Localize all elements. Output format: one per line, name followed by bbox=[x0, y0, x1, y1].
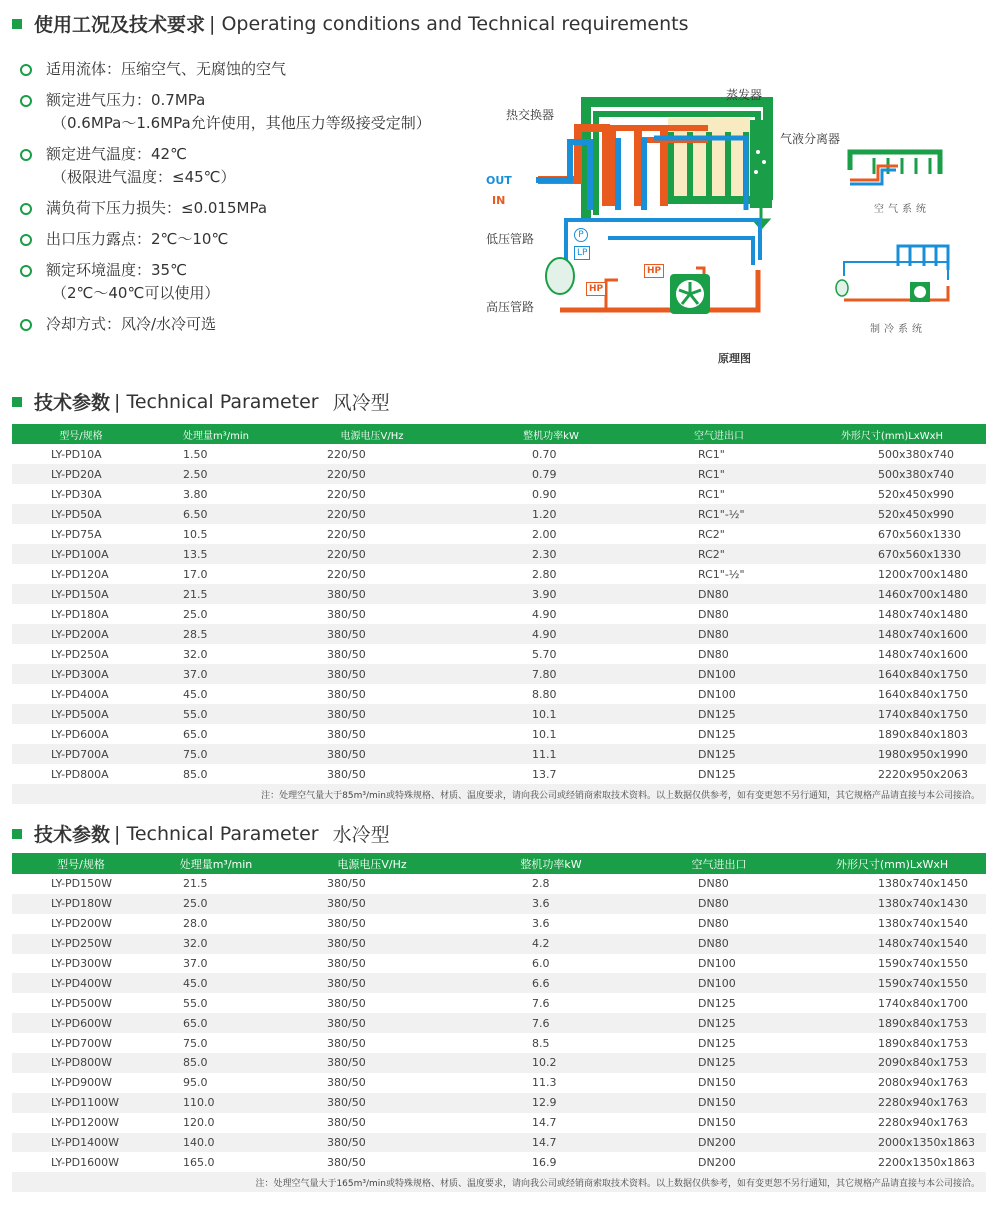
circle-bullet-icon bbox=[20, 203, 32, 215]
table-cell: 220/50 bbox=[282, 504, 462, 524]
table-cell: DN80 bbox=[698, 917, 729, 931]
table-cell: 85.0 bbox=[150, 1053, 282, 1073]
table-cell: 5.70 bbox=[532, 647, 557, 661]
section-square-icon bbox=[12, 829, 22, 839]
table-cell: LY-PD150W bbox=[51, 877, 113, 891]
table-cell: LY-PD75A bbox=[51, 527, 102, 541]
condition-item bbox=[20, 228, 431, 251]
table-row bbox=[12, 504, 986, 524]
table-cell: 25.0 bbox=[150, 894, 282, 914]
diagram-caption: 原理图 bbox=[718, 352, 751, 365]
lp-badge: LP bbox=[574, 246, 590, 260]
table-cell: 2280x940x1763 bbox=[798, 1093, 986, 1113]
table-cell: LY-PD900W bbox=[51, 1076, 113, 1090]
table-cell: 2090x840x1753 bbox=[798, 1053, 986, 1073]
table-row bbox=[12, 604, 986, 624]
table-cell: 0.90 bbox=[532, 487, 557, 501]
table-cell: 520x450x990 bbox=[878, 487, 955, 501]
table-cell: 380/50 bbox=[327, 767, 366, 781]
column-header: 外形尺寸(mm)LxWxH bbox=[798, 424, 986, 444]
table-cell: LY-PD10A bbox=[51, 447, 102, 461]
table-cell: LY-PD1200W bbox=[51, 1116, 120, 1130]
out-label: OUT bbox=[486, 174, 512, 187]
table-cell: 1590x740x1550 bbox=[878, 957, 969, 970]
table-cell: 45.0 bbox=[183, 687, 208, 701]
table-cell: 220/50 bbox=[327, 487, 366, 501]
table-cell: RC1"-½" bbox=[698, 567, 745, 581]
high-pressure-label: 高压管路 bbox=[486, 300, 535, 314]
table-cell: 4.90 bbox=[462, 624, 640, 644]
table-cell: 3.90 bbox=[462, 584, 640, 604]
table-row bbox=[12, 914, 986, 934]
circle-bullet-icon bbox=[20, 149, 32, 161]
table-cell: 85.0 bbox=[183, 767, 208, 781]
condition-text: 额定进气温度：42℃ bbox=[46, 145, 187, 163]
table-row bbox=[12, 444, 986, 464]
table-row bbox=[12, 744, 986, 764]
table-cell: LY-PD500W bbox=[51, 996, 113, 1010]
table-cell: LY-PD150A bbox=[12, 584, 150, 604]
water-cooled-title-en: | Technical Parameter bbox=[114, 822, 319, 845]
table-row bbox=[12, 973, 986, 993]
table-row bbox=[12, 934, 986, 954]
table-cell: LY-PD200A bbox=[12, 624, 150, 644]
table-cell: 500x380x740 bbox=[878, 447, 955, 461]
table-row bbox=[12, 1133, 986, 1153]
table-cell: LY-PD30A bbox=[51, 487, 102, 501]
table-cell: 10.1 bbox=[462, 704, 640, 724]
section-square-icon bbox=[12, 397, 22, 407]
table-cell: DN100 bbox=[640, 973, 798, 993]
condition-text: 额定进气压力：0.7MPa bbox=[46, 91, 206, 109]
table-row bbox=[12, 544, 986, 564]
water-cooled-title bbox=[12, 820, 390, 847]
table-cell: LY-PD600W bbox=[12, 1013, 150, 1033]
table-cell: DN125 bbox=[698, 996, 736, 1010]
table-cell: LY-PD800A bbox=[51, 767, 109, 781]
table-cell: 1380x740x1540 bbox=[878, 917, 969, 931]
table-cell: 220/50 bbox=[327, 527, 366, 541]
table-cell: DN80 bbox=[698, 877, 729, 891]
table-cell: DN80 bbox=[698, 607, 729, 621]
table-cell: LY-PD400A bbox=[51, 687, 109, 701]
table-cell: 45.0 bbox=[150, 973, 282, 993]
table-cell: 65.0 bbox=[183, 727, 208, 741]
condition-text: 冷却方式：风冷/水冷可选 bbox=[46, 315, 217, 333]
table-cell: 1740x840x1750 bbox=[798, 704, 986, 724]
table-cell: LY-PD100A bbox=[12, 544, 150, 564]
table-row bbox=[12, 524, 986, 544]
water-cooled-title-zh: 技术参数 bbox=[34, 824, 111, 846]
table-cell: 1480x740x1480 bbox=[878, 607, 969, 621]
column-header: 电源电压V/Hz bbox=[282, 424, 462, 444]
table-cell: 6.0 bbox=[532, 957, 550, 970]
column-header: 整机功率kW bbox=[462, 853, 640, 874]
table-cell: 2.80 bbox=[532, 567, 557, 581]
column-header: 空气进出口 bbox=[640, 424, 798, 444]
table-cell: LY-PD700A bbox=[12, 744, 150, 764]
table-cell: 380/50 bbox=[327, 727, 366, 741]
table-cell: 37.0 bbox=[150, 664, 282, 684]
table-cell: 11.3 bbox=[532, 1076, 557, 1090]
table-cell: 16.9 bbox=[532, 1155, 557, 1169]
table-cell: DN125 bbox=[640, 1053, 798, 1073]
table-cell: 380/50 bbox=[327, 1036, 366, 1050]
table-row bbox=[12, 684, 986, 704]
condition-item bbox=[20, 197, 431, 220]
table-cell: DN125 bbox=[640, 704, 798, 724]
hp-badge-2: HP bbox=[644, 264, 664, 278]
column-header: 型号/规格 bbox=[12, 853, 150, 874]
table-cell: 1460x700x1480 bbox=[798, 584, 986, 604]
table-cell: 380/50 bbox=[282, 1133, 462, 1153]
table-cell: LY-PD120A bbox=[51, 567, 109, 581]
table-cell: 1200x700x1480 bbox=[878, 567, 969, 581]
table-note-row bbox=[12, 1172, 986, 1192]
table-row bbox=[12, 1033, 986, 1053]
condition-text: 出口压力露点：2℃～10℃ bbox=[46, 230, 229, 248]
table-cell: 2.00 bbox=[532, 527, 557, 541]
table-cell: 12.9 bbox=[462, 1093, 640, 1113]
table-cell: 1980x950x1990 bbox=[798, 744, 986, 764]
table-cell: DN125 bbox=[698, 727, 736, 741]
table-cell: LY-PD20A bbox=[12, 464, 150, 484]
table-row bbox=[12, 1053, 986, 1073]
table-cell: DN150 bbox=[640, 1093, 798, 1113]
table-cell: 1590x740x1550 bbox=[798, 973, 986, 993]
table-cell: 55.0 bbox=[183, 996, 208, 1010]
table-cell: 670x560x1330 bbox=[798, 544, 986, 564]
table-cell: 25.0 bbox=[183, 607, 208, 621]
table-cell: 380/50 bbox=[282, 934, 462, 954]
table-cell: DN200 bbox=[640, 1133, 798, 1153]
table-cell: LY-PD250W bbox=[12, 934, 150, 954]
table-row bbox=[12, 764, 986, 784]
table-cell: DN125 bbox=[640, 1013, 798, 1033]
table-cell: 1380x740x1430 bbox=[798, 894, 986, 914]
hp-badge-1: HP bbox=[586, 282, 606, 296]
table-cell: 7.80 bbox=[462, 664, 640, 684]
table-cell: 2200x1350x1863 bbox=[878, 1155, 976, 1169]
column-header: 空气进出口 bbox=[640, 853, 798, 874]
table-cell: 165.0 bbox=[183, 1155, 215, 1169]
table-cell: 4.90 bbox=[532, 607, 557, 621]
column-header: 整机功率kW bbox=[462, 424, 640, 444]
table-cell: 220/50 bbox=[327, 447, 366, 461]
column-header: 处理量m³/min bbox=[150, 424, 282, 444]
table-cell: LY-PD200W bbox=[51, 917, 113, 931]
table-cell: 7.6 bbox=[462, 1013, 640, 1033]
table-cell: 8.80 bbox=[532, 687, 557, 701]
separator-label: 气液分离器 bbox=[780, 132, 841, 146]
table-row bbox=[12, 484, 986, 504]
condition-item bbox=[20, 58, 431, 81]
table-cell: RC1"-½" bbox=[640, 504, 798, 524]
table-cell: 380/50 bbox=[327, 687, 366, 701]
table-cell: DN80 bbox=[640, 624, 798, 644]
table-cell: DN200 bbox=[698, 1155, 736, 1169]
water-cooled-title-suffix: 水冷型 bbox=[332, 824, 390, 846]
table-cell: 32.0 bbox=[150, 934, 282, 954]
table-cell: 11.1 bbox=[462, 744, 640, 764]
table-row bbox=[12, 464, 986, 484]
table-cell: 3.6 bbox=[462, 894, 640, 914]
heat-exchanger-label: 热交换器 bbox=[506, 108, 555, 122]
table-cell: 380/50 bbox=[327, 957, 366, 970]
table-cell: 10.2 bbox=[462, 1053, 640, 1073]
table-cell: 380/50 bbox=[327, 647, 366, 661]
condition-text: 额定环境温度：35℃ bbox=[46, 261, 187, 279]
condition-subtext: （2℃～40℃可以使用） bbox=[52, 284, 220, 302]
table-cell: 0.79 bbox=[462, 464, 640, 484]
condition-item bbox=[20, 143, 431, 189]
conditions-title-en: | Operating conditions and Technical requirements bbox=[209, 12, 689, 35]
table-row bbox=[12, 624, 986, 644]
table-cell: RC2" bbox=[698, 527, 725, 541]
table-cell: 220/50 bbox=[282, 544, 462, 564]
column-header: 电源电压V/Hz bbox=[282, 853, 462, 874]
table-cell: 380/50 bbox=[327, 1155, 366, 1169]
table-row bbox=[12, 1013, 986, 1033]
table-cell: 6.50 bbox=[150, 504, 282, 524]
condition-text: 满负荷下压力损失：≤0.015MPa bbox=[46, 199, 268, 217]
table-cell: 55.0 bbox=[150, 704, 282, 724]
table-cell: 2.30 bbox=[462, 544, 640, 564]
table-cell: 1380x740x1450 bbox=[878, 877, 969, 891]
table-cell: 380/50 bbox=[282, 624, 462, 644]
table-row bbox=[12, 564, 986, 584]
table-cell: 17.0 bbox=[183, 567, 208, 581]
table-cell: 380/50 bbox=[327, 1116, 366, 1130]
table-cell: 75.0 bbox=[183, 1036, 208, 1050]
table-cell: 380/50 bbox=[327, 877, 366, 891]
table-cell: DN100 bbox=[698, 687, 736, 701]
table-note: 注：处理空气量大于165m³/min或特殊规格、材质、温度要求，请向我公司或经销商索取技术资料。以上数据仅供参考，如有变更恕不另行通知，其它规格产品请直接与本公司接洽。 bbox=[12, 1172, 986, 1192]
condition-item bbox=[20, 89, 431, 135]
condition-item bbox=[20, 313, 431, 336]
pressure-badge: P bbox=[574, 228, 588, 242]
table-cell: DN80 bbox=[640, 584, 798, 604]
table-cell: DN125 bbox=[698, 767, 736, 781]
table-row bbox=[12, 874, 986, 894]
table-cell: LY-PD1600W bbox=[51, 1155, 120, 1169]
column-header: 型号/规格 bbox=[12, 424, 150, 444]
refrigeration-system-label: 制冷系统 bbox=[870, 324, 926, 335]
table-cell: 380/50 bbox=[282, 894, 462, 914]
table-row bbox=[12, 1073, 986, 1093]
circle-bullet-icon bbox=[20, 319, 32, 331]
table-cell: 7.6 bbox=[532, 996, 550, 1010]
table-cell: LY-PD700W bbox=[51, 1036, 113, 1050]
table-cell: 380/50 bbox=[282, 1013, 462, 1033]
table-cell: DN150 bbox=[698, 1076, 736, 1090]
table-row bbox=[12, 724, 986, 744]
table-cell: 110.0 bbox=[150, 1093, 282, 1113]
table-cell: 1890x840x1753 bbox=[798, 1013, 986, 1033]
table-cell: 380/50 bbox=[327, 996, 366, 1010]
table-cell: 380/50 bbox=[282, 1093, 462, 1113]
circle-bullet-icon bbox=[20, 265, 32, 277]
table-cell: 3.80 bbox=[183, 487, 208, 501]
table-cell: RC2" bbox=[640, 544, 798, 564]
table-cell: 1640x840x1750 bbox=[878, 687, 969, 701]
table-cell: 140.0 bbox=[150, 1133, 282, 1153]
air-cooled-title-zh: 技术参数 bbox=[34, 392, 111, 414]
table-cell: 2280x940x1763 bbox=[878, 1116, 969, 1130]
table-cell: LY-PD1100W bbox=[12, 1093, 150, 1113]
table-cell: 10.5 bbox=[183, 527, 208, 541]
table-cell: 14.7 bbox=[462, 1133, 640, 1153]
principle-diagram bbox=[478, 80, 988, 370]
table-cell: 380/50 bbox=[327, 1076, 366, 1090]
table-cell: 28.0 bbox=[183, 917, 208, 931]
table-cell: DN80 bbox=[698, 647, 729, 661]
table-cell: LY-PD800W bbox=[12, 1053, 150, 1073]
table-cell: RC1" bbox=[698, 487, 725, 501]
table-cell: 380/50 bbox=[282, 584, 462, 604]
table-row bbox=[12, 1152, 986, 1172]
table-cell: 380/50 bbox=[282, 664, 462, 684]
water-cooled-table bbox=[12, 853, 986, 1192]
air-cooled-title-en: | Technical Parameter bbox=[114, 390, 319, 413]
table-cell: LY-PD50A bbox=[12, 504, 150, 524]
table-cell: 28.5 bbox=[150, 624, 282, 644]
table-cell: 1480x740x1540 bbox=[798, 934, 986, 954]
table-cell: DN100 bbox=[698, 957, 736, 970]
table-cell: LY-PD400W bbox=[12, 973, 150, 993]
table-cell: LY-PD180W bbox=[12, 894, 150, 914]
air-cooled-title bbox=[12, 388, 390, 415]
condition-text: 适用流体：压缩空气、无腐蚀的空气 bbox=[46, 60, 287, 78]
conditions-list bbox=[20, 58, 431, 344]
low-pressure-label: 低压管路 bbox=[486, 232, 535, 246]
table-cell: 4.2 bbox=[462, 934, 640, 954]
table-cell: DN150 bbox=[698, 1116, 736, 1130]
table-cell: DN100 bbox=[640, 664, 798, 684]
air-system-label: 空气系统 bbox=[874, 204, 930, 215]
water-cooled-header-row bbox=[12, 853, 986, 874]
circle-bullet-icon bbox=[20, 64, 32, 76]
table-cell: 380/50 bbox=[282, 704, 462, 724]
table-cell: 14.7 bbox=[532, 1116, 557, 1130]
table-cell: 1890x840x1753 bbox=[878, 1036, 969, 1050]
table-cell: 380/50 bbox=[282, 744, 462, 764]
table-cell: 3.6 bbox=[532, 917, 550, 931]
table-cell: DN80 bbox=[640, 934, 798, 954]
table-row bbox=[12, 894, 986, 914]
table-cell: DN80 bbox=[640, 894, 798, 914]
table-cell: 32.0 bbox=[183, 647, 208, 661]
air-cooled-title-suffix: 风冷型 bbox=[332, 392, 390, 414]
circle-bullet-icon bbox=[20, 234, 32, 246]
table-cell: 1.20 bbox=[462, 504, 640, 524]
table-cell: 75.0 bbox=[150, 744, 282, 764]
table-cell: DN125 bbox=[698, 1036, 736, 1050]
table-row bbox=[12, 954, 986, 974]
conditions-title bbox=[12, 10, 688, 37]
table-cell: LY-PD180A bbox=[51, 607, 109, 621]
table-cell: 1640x840x1750 bbox=[798, 664, 986, 684]
table-cell: 8.5 bbox=[532, 1036, 550, 1050]
table-cell: LY-PD300A bbox=[12, 664, 150, 684]
table-cell: 2.8 bbox=[532, 877, 550, 891]
table-row bbox=[12, 644, 986, 664]
table-row bbox=[12, 993, 986, 1013]
table-cell: 380/50 bbox=[282, 973, 462, 993]
table-cell: RC1" bbox=[640, 464, 798, 484]
table-cell: 220/50 bbox=[327, 567, 366, 581]
table-cell: 1.50 bbox=[183, 447, 208, 461]
table-row bbox=[12, 664, 986, 684]
table-cell: 2220x950x2063 bbox=[878, 767, 969, 781]
table-cell: RC1" bbox=[698, 447, 725, 461]
column-header: 外形尺寸(mm)LxWxH bbox=[798, 853, 986, 874]
in-label: IN bbox=[492, 194, 506, 207]
table-note-row bbox=[12, 784, 986, 804]
table-cell: 95.0 bbox=[183, 1076, 208, 1090]
table-cell: 670x560x1330 bbox=[878, 527, 962, 541]
table-row bbox=[12, 1093, 986, 1113]
table-cell: 1890x840x1803 bbox=[878, 727, 969, 741]
table-cell: 65.0 bbox=[150, 1013, 282, 1033]
evaporator-label: 蒸发器 bbox=[726, 88, 763, 102]
table-cell: 380/50 bbox=[327, 607, 366, 621]
circle-bullet-icon bbox=[20, 95, 32, 107]
table-cell: 2080x940x1763 bbox=[878, 1076, 969, 1090]
table-cell: 120.0 bbox=[183, 1116, 215, 1130]
table-cell: LY-PD500A bbox=[12, 704, 150, 724]
table-cell: 13.7 bbox=[532, 767, 557, 781]
conditions-title-zh: 使用工况及技术要求 bbox=[34, 14, 206, 36]
table-cell: 2000x1350x1863 bbox=[798, 1133, 986, 1153]
table-cell: LY-PD300W bbox=[51, 957, 113, 970]
table-cell: LY-PD250A bbox=[51, 647, 109, 661]
table-cell: 1480x740x1600 bbox=[878, 647, 969, 661]
column-header: 处理量m³/min bbox=[150, 853, 282, 874]
table-row bbox=[12, 584, 986, 604]
condition-subtext: （0.6MPa～1.6MPa允许使用，其他压力等级接受定制） bbox=[52, 114, 431, 132]
table-cell: 10.1 bbox=[532, 727, 557, 741]
condition-subtext: （极限进气温度：≤45℃） bbox=[52, 168, 236, 186]
table-cell: 500x380x740 bbox=[798, 464, 986, 484]
section-square-icon bbox=[12, 19, 22, 29]
table-cell: 380/50 bbox=[327, 917, 366, 931]
table-note: 注：处理空气量大于85m³/min或特殊规格、材质、温度要求，请向我公司或经销商索取技术资料。以上数据仅供参考，如有变更恕不另行通知，其它规格产品请直接与本公司接洽。 bbox=[12, 784, 986, 804]
table-cell: 2.50 bbox=[150, 464, 282, 484]
table-cell: 380/50 bbox=[282, 1053, 462, 1073]
table-row bbox=[12, 704, 986, 724]
table-cell: 520x450x990 bbox=[798, 504, 986, 524]
table-row bbox=[12, 1113, 986, 1133]
table-cell: 6.6 bbox=[462, 973, 640, 993]
table-cell: 13.5 bbox=[150, 544, 282, 564]
table-cell: 21.5 bbox=[150, 584, 282, 604]
table-cell: 37.0 bbox=[183, 957, 208, 970]
table-cell: 1740x840x1700 bbox=[878, 996, 969, 1010]
table-cell: LY-PD600A bbox=[51, 727, 109, 741]
table-cell: DN125 bbox=[640, 744, 798, 764]
condition-item bbox=[20, 259, 431, 305]
table-cell: 220/50 bbox=[282, 464, 462, 484]
air-cooled-table bbox=[12, 424, 986, 804]
table-cell: 0.70 bbox=[532, 447, 557, 461]
table-cell: 1480x740x1600 bbox=[798, 624, 986, 644]
table-cell: LY-PD1400W bbox=[12, 1133, 150, 1153]
table-cell: 21.5 bbox=[183, 877, 208, 891]
air-cooled-header-row bbox=[12, 424, 986, 444]
